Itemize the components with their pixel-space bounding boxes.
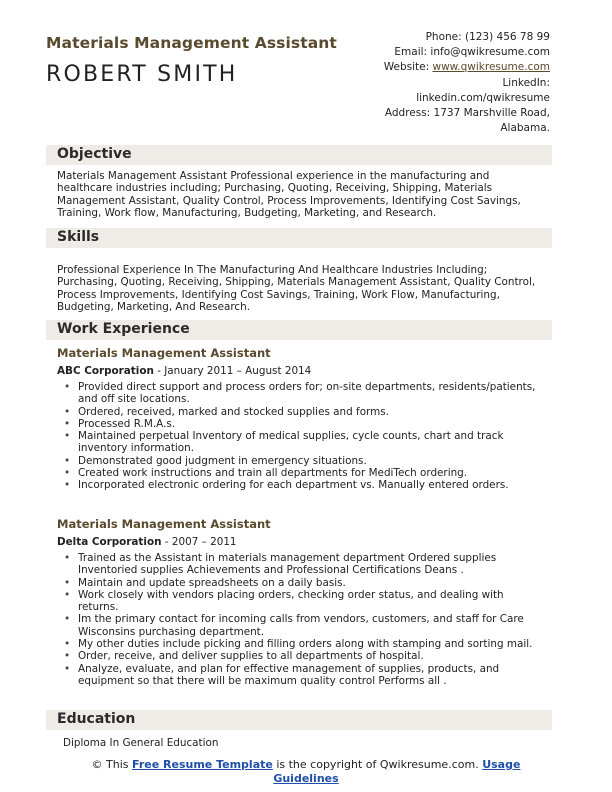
list-item: • Maintained perpetual Inventory of medical supplies, cycle counts, chart and track inventory information. [62,430,546,455]
list-item: • Maintain and update spreadsheets on a daily basis. [62,577,546,589]
usage-guidelines-link-part2[interactable]: Guidelines [273,771,339,785]
contact-linkedin-label: LinkedIn: [502,76,550,89]
website-label: Website: [383,61,433,74]
candidate-name: ROBERT SMITH [46,62,238,87]
header-job-title: Materials Management Assistant [46,34,337,52]
usage-guidelines-link-part1[interactable]: Usage [482,758,521,771]
list-item: • Created work instructions and train all departments for MediTech ordering. [62,467,546,479]
job-2-company: Delta Corporation [57,536,162,548]
contact-phone: Phone: (123) 456 78 99 [425,31,550,43]
skills-text: Professional Experience In The Manufacturing And Healthcare Industries Including; Purchasing, Quoting, Receiving, Shipping, Materials Management Assistant, Quality Control, Process Improvements, Identifying Cost Savings, Training, Work Flow, Manufacturing, Budgeting, Marketing, And Research. [57,264,536,313]
job-2-bullets [62,552,546,687]
job-2-title: Materials Management Assistant [57,517,271,531]
list-item: • My other duties include picking and filling orders along with stamping and sorting mail. [62,638,546,650]
free-resume-template-link[interactable]: Free Resume Template [132,758,273,771]
job-1-dates: - January 2011 – August 2014 [153,365,312,377]
education-section-bar [46,710,552,730]
education-heading: Education [57,711,136,727]
contact-address-line2: Alabama. [500,122,550,135]
skills-heading: Skills [57,229,100,245]
work-section-bar [46,320,552,340]
footer-middle: is the copyright of Qwikresume.com. [272,758,483,771]
list-item: • Im the primary contact for incoming calls from vendors, customers, and staff for Care Wisconsins purchasing department. [62,613,546,638]
list-item: • Incorporated electronic ordering for each department vs. Manually entered orders. [62,479,546,491]
website-link[interactable]: www.qwikresume.com [432,61,550,74]
job-1-bullets [62,381,546,492]
job-2-dates: - 2007 – 2011 [161,536,237,548]
contact-email: Email: info@qwikresume.com [394,46,550,59]
footer-prefix: © This [91,758,133,771]
list-item: • Trained as the Assistant in materials management department Ordered supplies Inventoried supplies Achievements and Professional Certifications Deans . [62,552,546,577]
copyright-footer [56,758,556,785]
contact-website [310,60,550,75]
list-item: • Analyze, evaluate, and plan for effective management of supplies, products, and equipment so that there will be maximum quality control Performs all . [62,663,546,688]
list-item: • Provided direct support and process orders for; on-site departments, residents/patients, and off site locations. [62,381,546,406]
list-item: • Ordered, received, marked and stocked supplies and forms. [62,406,546,418]
job-1-company: ABC Corporation [57,365,154,377]
job-1-title: Materials Management Assistant [57,346,271,360]
objective-text: Materials Management Assistant Professional experience in the manufacturing and healthcare industries including; Purchasing, Quoting, Receiving, Shipping, Materials Management Assistant, Quality Control, Process Improvements, Identifying Cost Savings, Training, Work flow, Manufacturing, Budgeting, Marketing, and Research. [57,170,521,219]
job-2-company-line [57,536,237,548]
list-item: • Order, receive, and deliver supplies to all departments of hospital. [62,650,546,662]
list-item: • Processed R.M.A.s. [62,418,546,430]
list-item: • Work closely with vendors placing orders, checking order status, and dealing with returns. [62,589,546,614]
contact-linkedin-value: linkedin.com/qwikresume [416,91,550,104]
skills-section-bar [46,228,552,248]
job-1-company-line [57,365,311,377]
list-item: • Demonstrated good judgment in emergency situations. [62,455,546,467]
work-heading: Work Experience [57,321,190,337]
contact-address-line1: Address: 1737 Marshville Road, [384,107,550,120]
contact-block [310,30,550,136]
objective-section-bar [46,145,552,165]
objective-heading: Objective [57,146,132,162]
education-entry: Diploma In General Education [63,737,219,749]
